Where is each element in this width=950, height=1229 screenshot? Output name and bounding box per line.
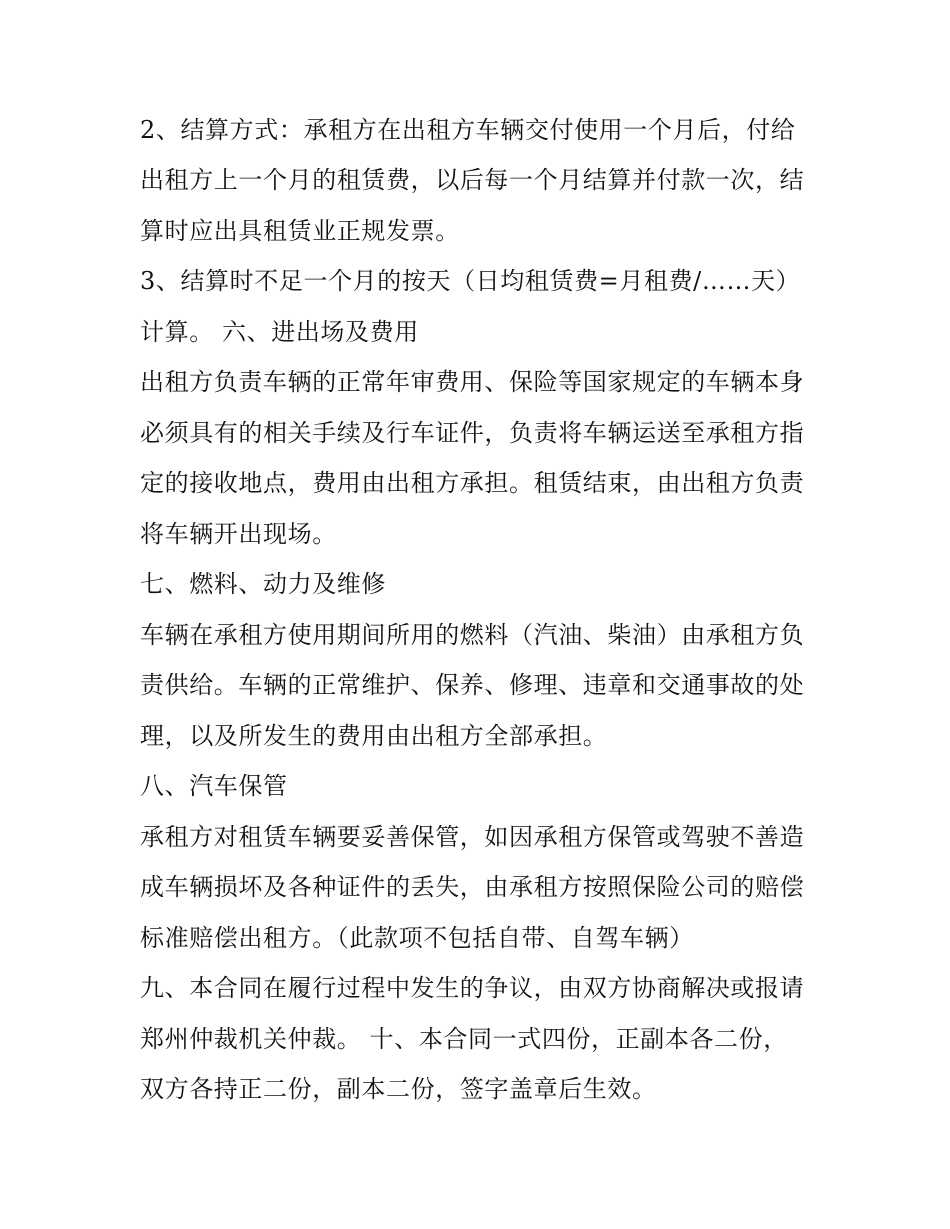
text-line: 算时应出具租赁业正规发票。 (140, 217, 460, 245)
text-line: 定的接收地点，费用由出租方承担。租赁结束，由出租方负责 (140, 469, 805, 497)
text-line: 郑州仲裁机关仲裁。 十、本合同一式四份，正副本各二份， (140, 1025, 788, 1053)
section-heading: 九、本合同在履行过程中发生的争议，由双方协商解决或报请 (140, 974, 805, 1002)
text-line: 车辆在承租方使用期间所用的燃料（汽油、柴油）由承租方负 (140, 621, 805, 649)
text-line: 双方各持正二份，副本二份，签字盖章后生效。 (140, 1075, 657, 1103)
text-line: 标准赔偿出租方。（此款项不包括自带、自驾车辆） (140, 924, 694, 952)
text-line: 3、结算时不足一个月的按天（日均租赁费=月租费/……天） (140, 267, 801, 295)
text-line: 出租方上一个月的租赁费，以后每一个月结算并付款一次，结 (140, 166, 805, 194)
text-line: 成车辆损坏及各种证件的丢失，由承租方按照保险公司的赔偿 (140, 873, 805, 901)
section-heading: 八、汽车保管 (140, 772, 288, 800)
text-line: 必须具有的相关手续及行车证件，负责将车辆运送至承租方指 (140, 419, 805, 447)
section-heading: 七、燃料、动力及维修 (140, 570, 386, 598)
text-line: 出租方负责车辆的正常年审费用、保险等国家规定的车辆本身 (140, 368, 805, 396)
text-line: 理，以及所发生的费用由出租方全部承担。 (140, 722, 608, 750)
text-line: 承租方对租赁车辆要妥善保管，如因承租方保管或驾驶不善造 (140, 823, 805, 851)
text-line: 责供给。车辆的正常维护、保养、修理、违章和交通事故的处 (140, 671, 805, 699)
section-heading: 计算。 六、进出场及费用 (140, 318, 419, 346)
text-line: 将车辆开出现场。 (140, 520, 337, 548)
text-line: 2、结算方式：承租方在出租方车辆交付使用一个月后，付给 (140, 116, 796, 144)
